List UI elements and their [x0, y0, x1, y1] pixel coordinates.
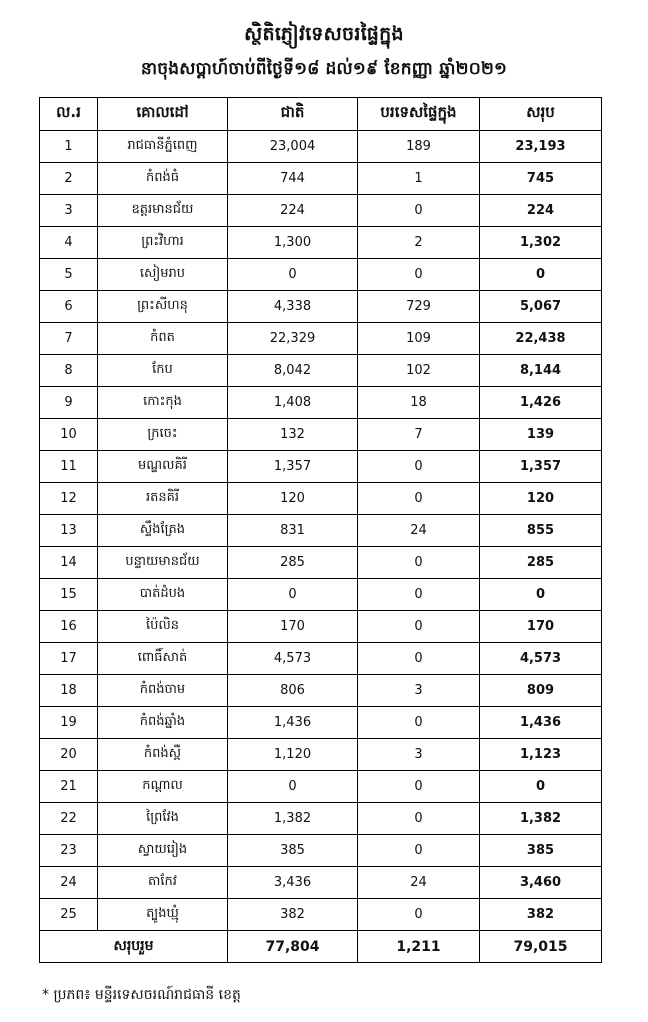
province-name: ក្រចេះ: [98, 419, 228, 451]
national-count: 22,329: [228, 323, 358, 355]
table-row: [40, 867, 602, 899]
province-name: កំពង់ស្ពឺ: [98, 739, 228, 771]
row-total: 139: [480, 419, 602, 451]
province-name: ឧត្តរមានជ័យ: [98, 195, 228, 227]
row-number: 12: [40, 483, 98, 515]
table-row: [40, 451, 602, 483]
header-foreign-resident: បរទេសផ្ទៃក្នុង: [358, 98, 480, 131]
row-total: 170: [480, 611, 602, 643]
table-row: [40, 675, 602, 707]
source-footnote: * ប្រភព៖ មន្ទីរទេសចរណ៍រាជធានី ខេត្ត: [42, 987, 241, 1003]
foreign-count: 0: [358, 803, 480, 835]
row-total: 855: [480, 515, 602, 547]
table-header-row: [40, 98, 602, 131]
table-row: [40, 579, 602, 611]
foreign-count: 3: [358, 739, 480, 771]
national-count: 385: [228, 835, 358, 867]
row-total: 224: [480, 195, 602, 227]
row-total: 3,460: [480, 867, 602, 899]
province-name: ប៉ៃលិន: [98, 611, 228, 643]
province-name: បន្ទាយមានជ័យ: [98, 547, 228, 579]
row-number: 6: [40, 291, 98, 323]
row-number: 11: [40, 451, 98, 483]
province-name: ព្រះសីហនុ: [98, 291, 228, 323]
table-row: [40, 771, 602, 803]
row-total: 285: [480, 547, 602, 579]
foreign-count: 729: [358, 291, 480, 323]
table-row: [40, 195, 602, 227]
table-row: [40, 707, 602, 739]
row-total: 809: [480, 675, 602, 707]
table-row: [40, 323, 602, 355]
national-count: 4,573: [228, 643, 358, 675]
province-name: កំពង់ធំ: [98, 163, 228, 195]
foreign-count: 109: [358, 323, 480, 355]
row-total: 23,193: [480, 131, 602, 163]
row-number: 24: [40, 867, 98, 899]
national-count: 23,004: [228, 131, 358, 163]
foreign-count: 3: [358, 675, 480, 707]
row-total: 5,067: [480, 291, 602, 323]
foreign-count: 0: [358, 643, 480, 675]
row-number: 8: [40, 355, 98, 387]
row-total: 1,426: [480, 387, 602, 419]
foreign-count: 0: [358, 195, 480, 227]
row-number: 14: [40, 547, 98, 579]
province-name: តាកែវ: [98, 867, 228, 899]
table-row: [40, 483, 602, 515]
table-row: [40, 227, 602, 259]
row-total: 0: [480, 579, 602, 611]
row-number: 19: [40, 707, 98, 739]
row-number: 5: [40, 259, 98, 291]
province-name: ស្ទឹងត្រែង: [98, 515, 228, 547]
row-number: 23: [40, 835, 98, 867]
national-count: 224: [228, 195, 358, 227]
foreign-count: 0: [358, 899, 480, 931]
foreign-count: 18: [358, 387, 480, 419]
foreign-count: 7: [358, 419, 480, 451]
national-count: 0: [228, 579, 358, 611]
table-row: [40, 259, 602, 291]
table-row: [40, 419, 602, 451]
row-total: 745: [480, 163, 602, 195]
row-total: 1,436: [480, 707, 602, 739]
foreign-count: 24: [358, 515, 480, 547]
foreign-count: 102: [358, 355, 480, 387]
row-number: 10: [40, 419, 98, 451]
province-name: រតនគិរី: [98, 483, 228, 515]
row-number: 4: [40, 227, 98, 259]
foreign-count: 1: [358, 163, 480, 195]
table-row: [40, 835, 602, 867]
national-count: 1,408: [228, 387, 358, 419]
province-name: កណ្ដាល: [98, 771, 228, 803]
foreign-count: 0: [358, 547, 480, 579]
table-row: [40, 131, 602, 163]
row-total: 4,573: [480, 643, 602, 675]
header-total: សរុប: [480, 98, 602, 131]
row-number: 17: [40, 643, 98, 675]
province-name: កោះកុង: [98, 387, 228, 419]
row-number: 15: [40, 579, 98, 611]
header-destination: គោលដៅ: [98, 98, 228, 131]
national-count: 744: [228, 163, 358, 195]
row-total: 1,382: [480, 803, 602, 835]
foreign-count: 0: [358, 451, 480, 483]
province-name: សៀមរាប: [98, 259, 228, 291]
national-count: 382: [228, 899, 358, 931]
national-count: 1,382: [228, 803, 358, 835]
summary-foreign: 1,211: [358, 931, 480, 963]
row-number: 3: [40, 195, 98, 227]
national-count: 0: [228, 771, 358, 803]
foreign-count: 189: [358, 131, 480, 163]
row-total: 1,302: [480, 227, 602, 259]
national-count: 4,338: [228, 291, 358, 323]
table-row: [40, 547, 602, 579]
table-row: [40, 899, 602, 931]
row-number: 2: [40, 163, 98, 195]
row-number: 25: [40, 899, 98, 931]
province-name: កំពត: [98, 323, 228, 355]
national-count: 170: [228, 611, 358, 643]
row-number: 7: [40, 323, 98, 355]
province-name: ស្វាយរៀង: [98, 835, 228, 867]
foreign-count: 0: [358, 707, 480, 739]
table-row: [40, 355, 602, 387]
foreign-count: 0: [358, 835, 480, 867]
row-number: 16: [40, 611, 98, 643]
province-name: មណ្ឌលគិរី: [98, 451, 228, 483]
province-name: រាជធានីភ្នំពេញ: [98, 131, 228, 163]
national-count: 3,436: [228, 867, 358, 899]
row-total: 0: [480, 771, 602, 803]
row-total: 1,357: [480, 451, 602, 483]
row-total: 8,144: [480, 355, 602, 387]
row-number: 13: [40, 515, 98, 547]
document-subtitle: នាចុងសប្ដាហ៍ចាប់ពីថ្ងៃទី១៨ ដល់១៩ ខែកញ្ញា ឆ្នាំ២០២១: [140, 59, 508, 79]
table-row: [40, 643, 602, 675]
summary-national: 77,804: [228, 931, 358, 963]
row-total: 382: [480, 899, 602, 931]
row-total: 22,438: [480, 323, 602, 355]
province-name: បាត់ដំបង: [98, 579, 228, 611]
row-number: 20: [40, 739, 98, 771]
table-row: [40, 803, 602, 835]
row-number: 22: [40, 803, 98, 835]
table-row: [40, 291, 602, 323]
foreign-count: 0: [358, 771, 480, 803]
foreign-count: 24: [358, 867, 480, 899]
row-number: 9: [40, 387, 98, 419]
row-total: 0: [480, 259, 602, 291]
national-count: 1,436: [228, 707, 358, 739]
province-name: ពោធិ៍សាត់: [98, 643, 228, 675]
header-number: ល.រ: [40, 98, 98, 131]
header-national: ជាតិ: [228, 98, 358, 131]
summary-label: សរុបរួម: [40, 931, 228, 963]
national-count: 1,120: [228, 739, 358, 771]
foreign-count: 0: [358, 611, 480, 643]
province-name: ត្បូងឃ្មុំ: [98, 899, 228, 931]
national-count: 1,300: [228, 227, 358, 259]
table-row: [40, 739, 602, 771]
summary-total: 79,015: [480, 931, 602, 963]
row-number: 18: [40, 675, 98, 707]
table-row: [40, 387, 602, 419]
national-count: 285: [228, 547, 358, 579]
province-name: កំពង់ចាម: [98, 675, 228, 707]
province-name: កំពង់ឆ្នាំង: [98, 707, 228, 739]
national-count: 8,042: [228, 355, 358, 387]
row-total: 385: [480, 835, 602, 867]
row-number: 21: [40, 771, 98, 803]
national-count: 831: [228, 515, 358, 547]
national-count: 132: [228, 419, 358, 451]
foreign-count: 0: [358, 579, 480, 611]
table-row: [40, 611, 602, 643]
summary-row: [40, 931, 602, 963]
tourist-statistics-table: [39, 97, 602, 963]
foreign-count: 0: [358, 259, 480, 291]
document-title: ស្ថិតិភ្ញៀវទេសចរផ្ទៃក្នុង: [244, 23, 404, 45]
national-count: 1,357: [228, 451, 358, 483]
table-row: [40, 163, 602, 195]
province-name: កែប: [98, 355, 228, 387]
national-count: 120: [228, 483, 358, 515]
table-row: [40, 515, 602, 547]
row-number: 1: [40, 131, 98, 163]
row-total: 120: [480, 483, 602, 515]
province-name: ព្រះវិហារ: [98, 227, 228, 259]
foreign-count: 2: [358, 227, 480, 259]
foreign-count: 0: [358, 483, 480, 515]
national-count: 806: [228, 675, 358, 707]
province-name: ព្រៃវែង: [98, 803, 228, 835]
national-count: 0: [228, 259, 358, 291]
row-total: 1,123: [480, 739, 602, 771]
